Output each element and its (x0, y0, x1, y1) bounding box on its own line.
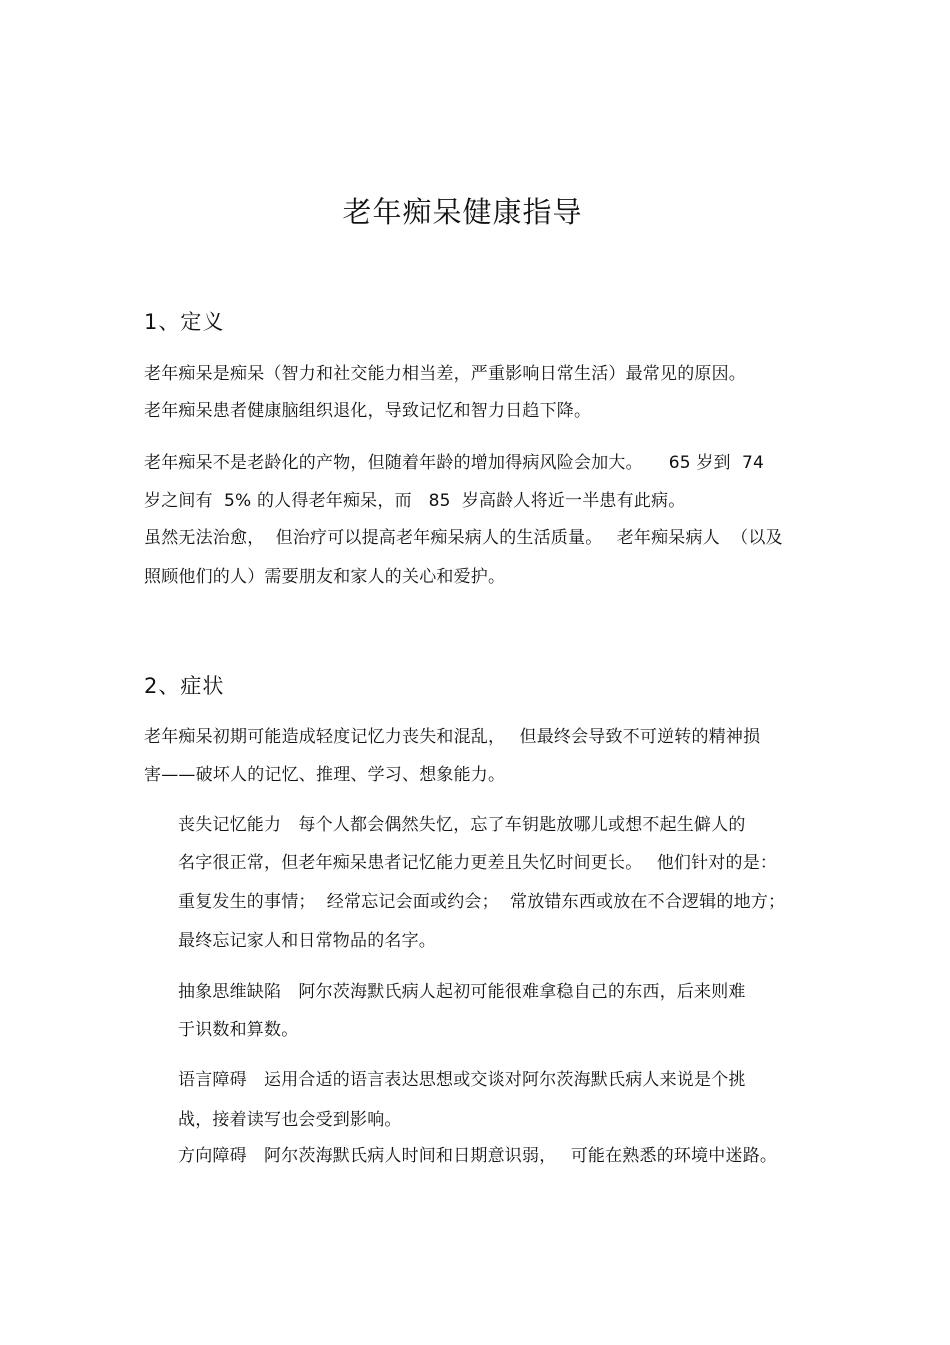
list-item-line: 抽象思维缺陷 阿尔茨海默氏病人起初可能很难拿稳自己的东西，后来则难 (178, 982, 746, 1002)
section-heading-symptoms: 2、症状 (144, 674, 225, 698)
paragraph-line: 老年痴呆初期可能造成轻度记忆力丧失和混乱， 但最终会导致不可逆转的精神损 (144, 727, 761, 747)
list-item-line: 丧失记忆能力 每个人都会偶然失忆，忘了车钥匙放哪儿或想不起生僻人的 (178, 815, 746, 835)
section-heading-definition: 1、定义 (144, 310, 225, 334)
list-item-line: 名字很正常，但老年痴呆患者记忆能力更差且失忆时间更长。 他们针对的是： (178, 853, 778, 873)
list-item-line: 方向障碍 阿尔茨海默氏病人时间和日期意识弱， 可能在熟悉的环境中迷路。 (178, 1146, 778, 1166)
list-item-line: 最终忘记家人和日常物品的名字。 (178, 931, 436, 951)
page-title: 老年痴呆健康指导 (342, 195, 583, 229)
paragraph-line: 老年痴呆患者健康脑组织退化，导致记忆和智力日趋下降。 (144, 401, 592, 421)
paragraph-line: 老年痴呆是痴呆（智力和社交能力相当差，严重影响日常生活）最常见的原因。 (144, 364, 746, 384)
paragraph-line: 害——破坏人的记忆、推理、学习、想象能力。 (144, 765, 506, 785)
paragraph-line: 虽然无法治愈， 但治疗可以提高老年痴呆病人的生活质量。 老年痴呆病人 （以及 (144, 528, 783, 548)
paragraph-line: 照顾他们的人）需要朋友和家人的关心和爱护。 (144, 567, 506, 587)
paragraph-line: 岁之间有 5% 的人得老年痴呆，而 85 岁高龄人将近一半患有此病。 (144, 491, 686, 511)
list-item-line: 战，接着读写也会受到影响。 (178, 1110, 402, 1130)
list-item-line: 于识数和算数。 (178, 1020, 299, 1040)
list-item-line: 语言障碍 运用合适的语言表达思想或交谈对阿尔茨海默氏病人来说是个挑 (178, 1070, 746, 1090)
list-item-line: 重复发生的事情； 经常忘记会面或约会； 常放错东西或放在不合逻辑的地方； (178, 892, 786, 912)
paragraph-line: 老年痴呆不是老龄化的产物，但随着年龄的增加得病风险会加大。 65 岁到 74 (144, 453, 764, 473)
